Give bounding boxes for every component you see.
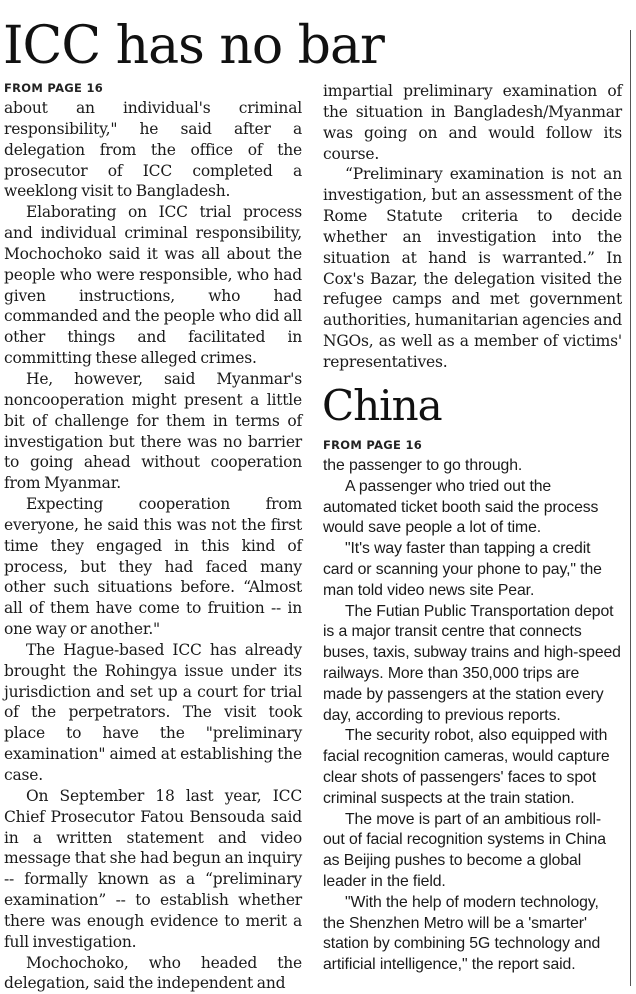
column-rule	[630, 30, 631, 986]
paragraph: impartial preliminary examination of the situation in Bangladesh/Myanmar was going on and would follow its course.	[323, 82, 622, 163]
paragraph: He, however, said Myanmar's noncooperation might present a little bit of challenge for them in terms of investigation but there was no barrier to going ahead without cooperation from Myanmar.	[4, 369, 302, 493]
paragraph: On September 18 last year, ICC Chief Prosecutor Fatou Bensouda said in a written statement and video message that she had begun an inquiry -- formally known as a “preliminary examination” -- to establish whether there was enough evidence to merit a full investigation.	[4, 786, 302, 951]
paragraph: The Hague-based ICC has already brought the Rohingya issue under its jurisdiction and set up a court for trial of the perpetrators. The visit took place to have the "preliminary examination" aimed at establishing the case.	[4, 640, 302, 784]
paragraph: Mochochoko, who headed the delegation, said the independent and	[4, 953, 302, 993]
paragraph: Elaborating on ICC trial process and individual criminal responsibility, Mochochoko said it was all about the people who were responsible, who had given instructions, who had commanded and the people who did all other things and facilitated in committing these alleged crimes.	[4, 203, 302, 368]
paragraph: The Futian Public Transportation depot is a major transit centre that connects buses, taxis, subway trains and high-speed railways. More than 350,000 trips are made by passengers at the station every day, according to previous reports.	[323, 602, 621, 724]
paragraph: The security robot, also equipped with facial recognition cameras, would capture clear shots of passengers' faces to spot criminal suspects at the train station.	[323, 727, 610, 807]
paragraph: The move is part of an ambitious roll-out of facial recognition systems in China as Beijing pushes to become a global leader in the field.	[323, 810, 606, 890]
icc-column-1	[4, 98, 302, 993]
paragraph: A passenger who tried out the automated ticket booth said the process would save people a lot of time.	[323, 477, 599, 537]
paragraph: about an individual's criminal responsibility," he said after a delegation from the office of the prosecutor of ICC completed a weeklong visit to Bangladesh.	[4, 99, 302, 201]
headline-china: China	[322, 381, 442, 430]
paragraph: "It's way faster than tapping a credit card or scanning your phone to pay," the man told video news site Pear.	[323, 540, 602, 599]
paragraph: Expecting cooperation from everyone, he said this was not the first time they engaged in this kind of process, but they had faced many other such situations before. “Almost all of them have come to fruition -- in one way or another."	[4, 495, 302, 639]
paragraph: the passenger to go through.	[323, 457, 523, 474]
paragraph: "With the help of modern technology, the Shenzhen Metro will be a 'smarter' station by combining 5G technology and artificial intelligence," the report said.	[323, 893, 601, 974]
china-column	[323, 456, 622, 986]
icc-column-2	[323, 81, 622, 376]
headline-icc: ICC has no bar	[3, 16, 384, 76]
continued-from-china: FROM PAGE 16	[323, 438, 423, 452]
paragraph: “Preliminary examination is not an investigation, but an assessment of the Rome Statute criteria to decide whether an investigation into the situation at hand is warranted.” In Cox's Bazar, the delegation visited the refugee camps and met government authorities, humanitarian agencies and NGOs, as well as a member of victims' representatives.	[323, 165, 622, 371]
continued-from-icc: FROM PAGE 16	[4, 81, 104, 95]
